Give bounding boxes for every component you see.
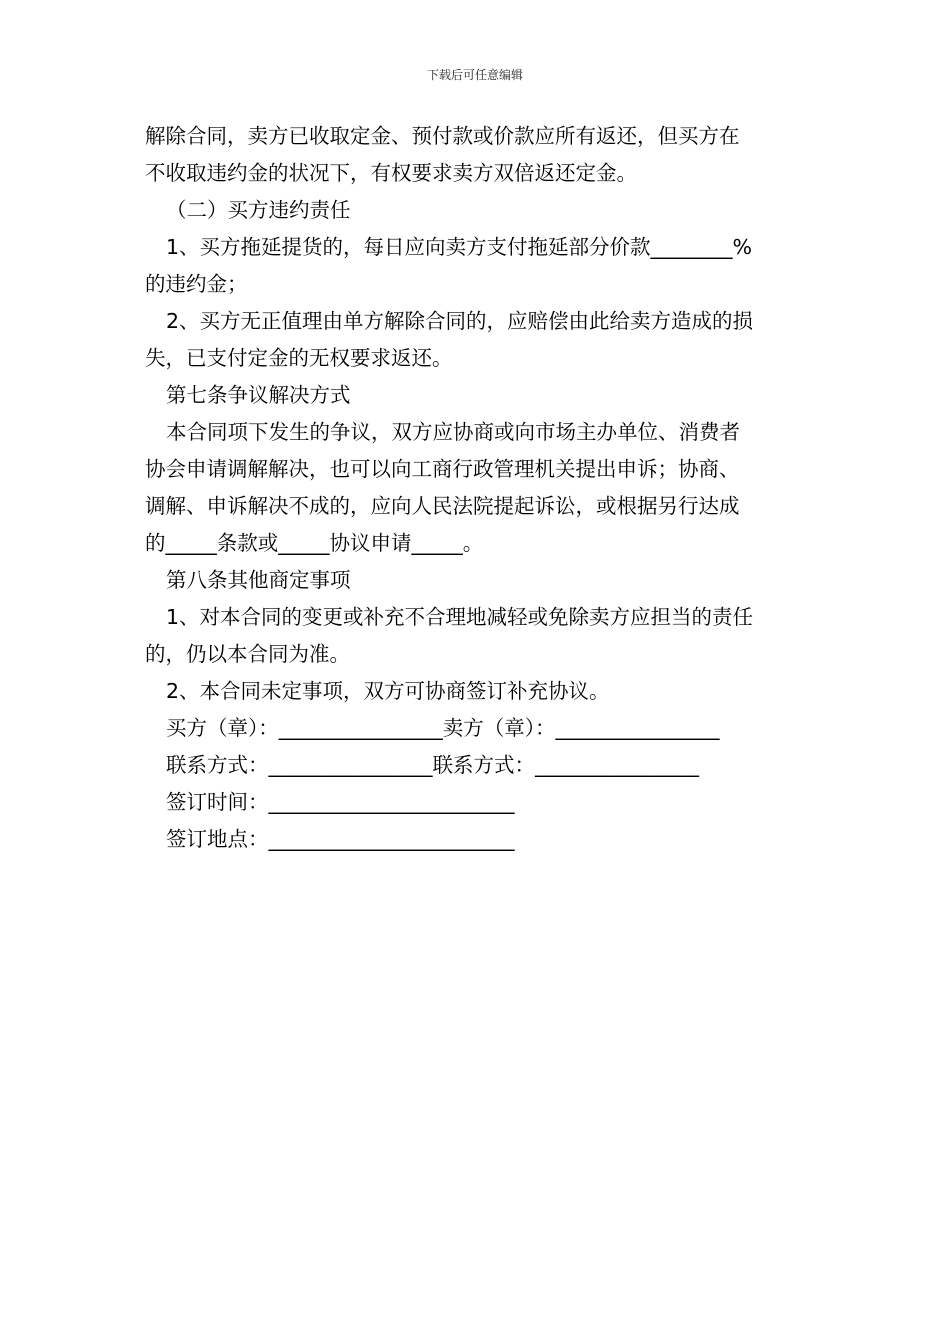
article-heading: 第七条争议解决方式 xyxy=(166,383,351,407)
article-heading: 第八条其他商定事项 xyxy=(166,568,351,592)
paragraph-line: 1、对本合同的变更或补充不合理地减轻或免除卖方应担当的责任 xyxy=(166,605,754,629)
paragraph-line: 的_____条款或_____协议申请_____。 xyxy=(145,531,484,555)
paragraph-line: 的违约金； xyxy=(145,272,248,296)
paragraph-line: 2、买方无正值理由单方解除合同的，应赔偿由此给卖方造成的损 xyxy=(166,309,754,333)
paragraph-line: 的，仍以本合同为准。 xyxy=(145,642,350,666)
paragraph-line: 调解、申诉解决不成的，应向人民法院提起诉讼，或根据另行达成 xyxy=(145,494,740,518)
paragraph-line: 解除合同，卖方已收取定金、预付款或价款应所有返还，但买方在 xyxy=(145,124,740,148)
header-note: 下载后可任意编辑 xyxy=(426,68,523,82)
section-heading: （二）买方违约责任 xyxy=(166,198,351,222)
paragraph-line: 2、本合同未定事项，双方可协商签订补充协议。 xyxy=(166,679,610,703)
contract-body xyxy=(145,118,810,858)
signature-line-contact: 联系方式：________________联系方式：________________ xyxy=(166,753,699,777)
paragraph-line: 1、买方拖延提货的，每日应向卖方支付拖延部分价款________% xyxy=(166,235,753,259)
signature-line-place: 签订地点：________________________ xyxy=(166,827,515,851)
paragraph-line: 失，已支付定金的无权要求返还。 xyxy=(145,346,453,370)
paragraph-line: 协会申请调解解决，也可以向工商行政管理机关提出申诉；协商、 xyxy=(145,457,740,481)
signature-line-parties: 买方（章）：________________卖方（章）：________________ xyxy=(166,716,720,740)
signature-line-date: 签订时间：________________________ xyxy=(166,790,515,814)
paragraph-line: 本合同项下发生的争议，双方应协商或向市场主办单位、消费者 xyxy=(166,420,740,444)
paragraph-line: 不收取违约金的状况下，有权要求卖方双倍返还定金。 xyxy=(145,161,637,185)
